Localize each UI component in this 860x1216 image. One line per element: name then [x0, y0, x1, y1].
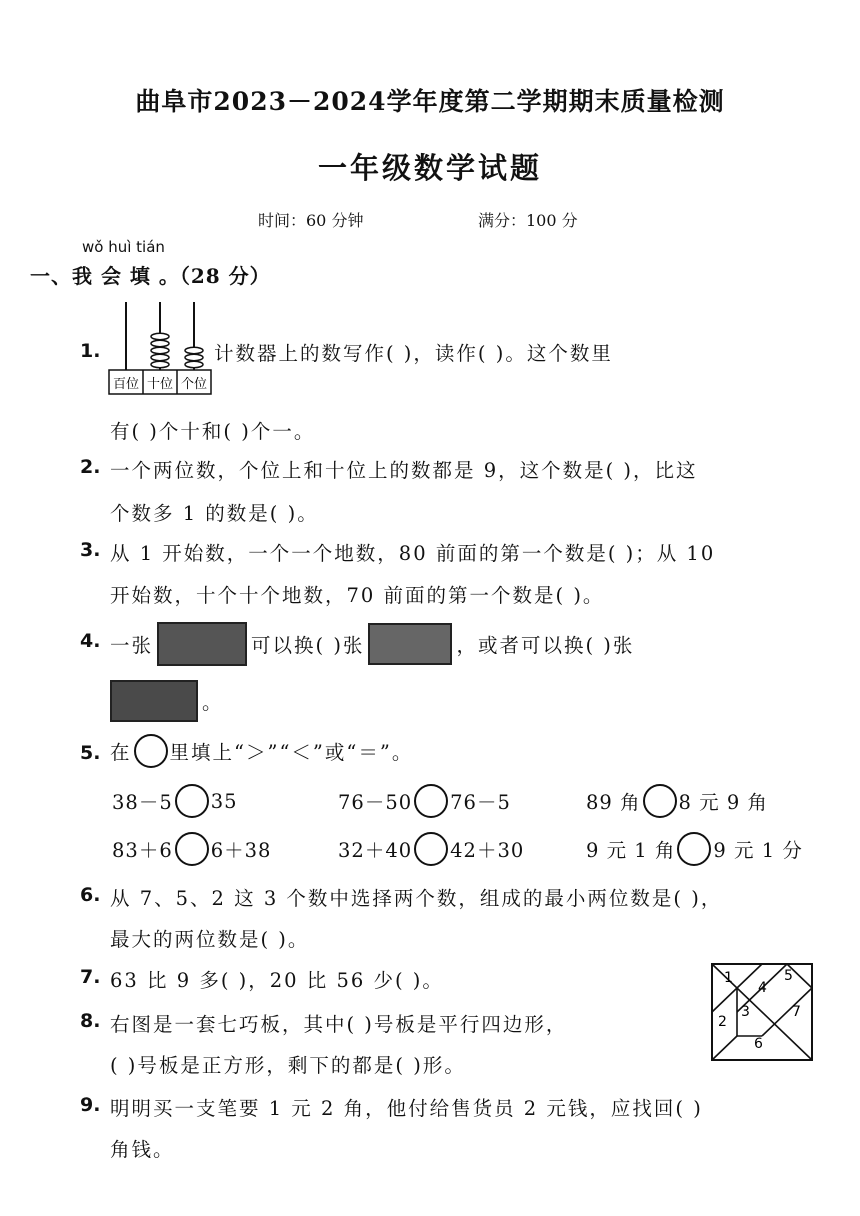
compare-circle[interactable]: [414, 784, 448, 818]
compare-circle[interactable]: [175, 832, 209, 866]
q5-instruction: [110, 734, 413, 768]
q1-line2: 有( )个十和( )个一。: [110, 420, 316, 443]
abacus-bead: [185, 361, 203, 367]
exam-time: 时间：60 分钟: [258, 211, 364, 230]
q5-r1-i3-left: 89 角: [586, 791, 641, 814]
compare-circle[interactable]: [414, 832, 448, 866]
q5-row2-item2: [338, 832, 524, 866]
q5-r1-i2-right: 76－5: [450, 791, 511, 814]
q3-number: 3.: [80, 539, 101, 561]
q8-line2: ( )号板是正方形，剩下的都是( )形。: [110, 1054, 466, 1077]
q5-number: 5.: [80, 742, 101, 764]
q5-r1-i3-right: 8 元 9 角: [678, 791, 768, 814]
q8-number: 8.: [80, 1010, 101, 1032]
exam-score: 满分：100 分: [478, 211, 578, 230]
banknote-10-yuan-image: [157, 622, 247, 666]
section-pinyin: wǒ huì tián: [82, 238, 165, 256]
tens-beads: [151, 333, 169, 367]
q5-row2-item3: [586, 832, 803, 866]
q6-number: 6.: [80, 884, 101, 906]
abacus-bead: [151, 340, 169, 346]
tangram-label-3: 3: [741, 1004, 750, 1020]
tangram-label-6: 6: [754, 1036, 763, 1052]
q2-line1: 一个两位数，个位上和十位上的数都是 9，这个数是( )，比这: [110, 459, 698, 482]
q4-line2: [110, 680, 224, 722]
banknote-1-yuan-image: [110, 680, 198, 722]
q5-r2-i3-right: 9 元 1 分: [713, 839, 803, 862]
q5-r2-i1-left: 83＋6: [112, 839, 173, 862]
q5-head-b: 里填上“＞”“＜”或“＝”。: [169, 741, 414, 764]
abacus-label-hundreds: 百位: [112, 377, 140, 392]
abacus-figure: [108, 300, 214, 396]
tangram-label-4: 4: [758, 980, 767, 996]
tangram-figure: [710, 962, 814, 1062]
q3-line1: 从 1 开始数，一个一个地数，80 前面的第一个数是( )；从 10: [110, 542, 716, 565]
q2-line2: 个数多 1 的数是( )。: [110, 502, 319, 525]
compare-circle[interactable]: [643, 784, 677, 818]
q9-line1: 明明买一支笔要 1 元 2 角，他付给售货员 2 元钱，应找回( ): [110, 1097, 703, 1120]
section-heading: 一、我 会 填 。（28 分）: [30, 264, 271, 288]
q2-number: 2.: [80, 456, 101, 478]
q1-number: 1.: [80, 340, 101, 362]
abacus-bead: [151, 347, 169, 353]
q5-row1-item3: [586, 784, 768, 818]
q5-r2-i2-left: 32＋40: [338, 839, 413, 862]
q4-line1: [110, 622, 634, 666]
compare-circle-sample: [134, 734, 168, 768]
q1-line1: 计数器上的数写作( )，读作( )。这个数里: [214, 342, 613, 365]
q5-r1-i1-right: 35: [210, 789, 238, 813]
abacus-bead: [151, 333, 169, 339]
q5-r2-i1-right: 6＋38: [210, 839, 272, 862]
q5-row1-item2: [338, 784, 511, 818]
q4-number: 4.: [80, 630, 101, 652]
q7-number: 7.: [80, 966, 101, 988]
abacus-bead: [151, 354, 169, 360]
abacus-label-ones: 个位: [180, 377, 208, 392]
tangram-label-5: 5: [784, 968, 793, 984]
q6-line1: 从 7、5、2 这 3 个数中选择两个数，组成的最小两位数是( )，: [110, 887, 723, 910]
compare-circle[interactable]: [175, 784, 209, 818]
exam-title: 曲阜市2023－2024学年度第二学期期末质量检测: [135, 87, 725, 116]
q4-text-b: 可以换( )张: [251, 634, 365, 657]
q9-number: 9.: [80, 1094, 101, 1116]
abacus-bead: [185, 354, 203, 360]
tangram-label-7: 7: [792, 1004, 801, 1020]
q4-text-c: ，或者可以换( )张: [456, 634, 635, 657]
q6-line2: 最大的两位数是( )。: [110, 928, 310, 951]
q7-line1: 63 比 9 多( )，20 比 56 少( )。: [110, 969, 444, 992]
q5-r2-i2-right: 42＋30: [450, 839, 525, 862]
q3-line2: 开始数，十个十个地数，70 前面的第一个数是( )。: [110, 584, 605, 607]
q4-text-d: 。: [202, 691, 224, 714]
abacus-label-tens: 十位: [146, 377, 174, 392]
compare-circle[interactable]: [677, 832, 711, 866]
q5-head-a: 在: [110, 741, 132, 764]
q9-line2: 角钱。: [110, 1138, 175, 1161]
tangram-label-2: 2: [718, 1014, 727, 1030]
abacus-bead: [151, 361, 169, 367]
abacus-bead: [185, 347, 203, 353]
q5-row2-item1: [112, 832, 271, 866]
q5-row1-item1: [112, 784, 238, 818]
q4-text-a: 一张: [110, 634, 154, 657]
banknote-5-yuan-image: [368, 623, 452, 665]
q5-r2-i3-left: 9 元 1 角: [586, 839, 676, 862]
q8-line1: 右图是一套七巧板，其中( )号板是平行四边形，: [110, 1013, 568, 1036]
exam-subtitle: 一年级数学试题: [317, 151, 542, 185]
ones-beads: [185, 347, 203, 367]
q5-r1-i2-left: 76－50: [338, 791, 413, 814]
tangram-label-1: 1: [724, 970, 733, 986]
q5-r1-i1-left: 38－5: [112, 791, 173, 814]
